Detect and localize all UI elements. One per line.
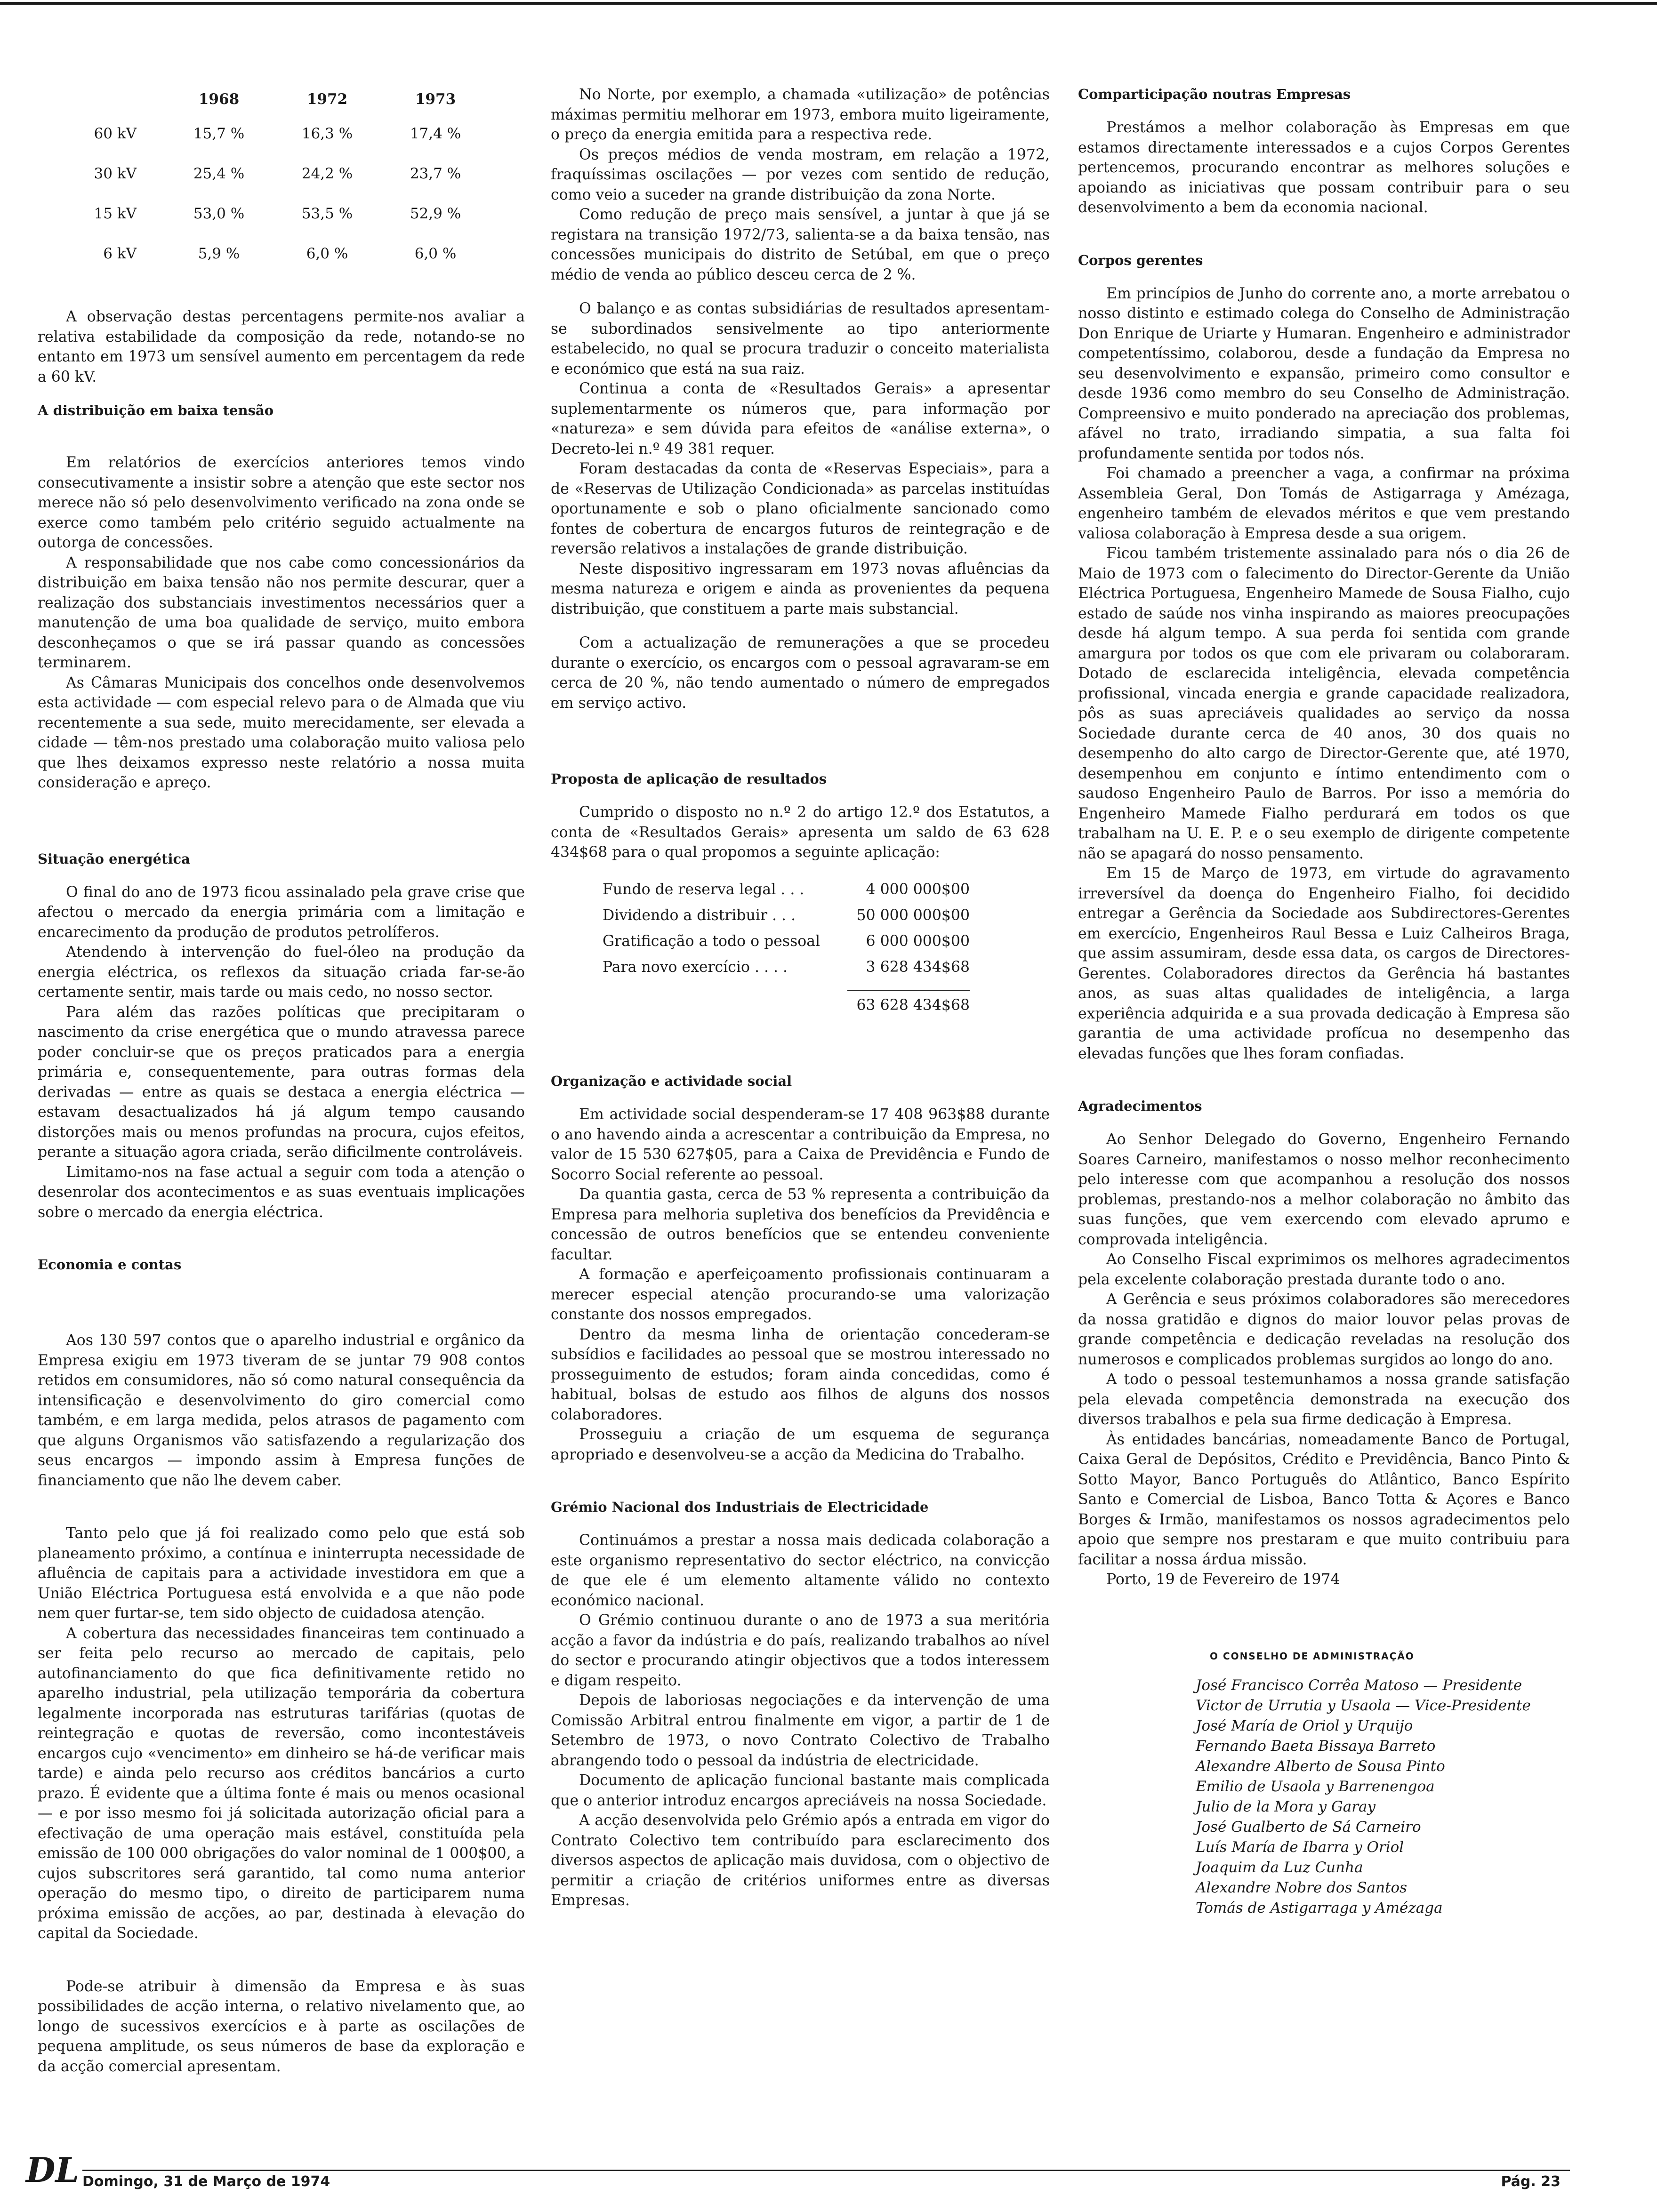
table-row bbox=[603, 929, 970, 954]
year-header: 1973 bbox=[415, 90, 456, 108]
council-member: Alexandre Nobre dos Santos bbox=[1196, 1879, 1408, 1896]
allocation-table bbox=[603, 877, 970, 980]
council-member: Alexandre Alberto de Sousa Pinto bbox=[1196, 1758, 1445, 1775]
place-date: Porto, 19 de Fevereiro de 1974 bbox=[1106, 1571, 1340, 1588]
allocation-item: Fundo de reserva legal . . . bbox=[603, 881, 804, 898]
paragraph: Atendendo à intervenção do fuel-óleo na produção da energia eléctrica, os reflexos da situação criada far-se-ão certamente sentir, mais tarde ou mais cedo, no nosso sector. bbox=[38, 944, 525, 1001]
paragraph: Ao Conselho Fiscal exprimimos os melhores agradecimentos pela excelente colaboração prestada durante todo o ano. bbox=[1078, 1251, 1570, 1288]
council-member: Emilio de Usaola y Barrenengoa bbox=[1196, 1778, 1435, 1795]
table-row bbox=[71, 154, 490, 194]
paragraph: Com a actualização de remunerações a que se procedeu durante o exercício, os encargos com o pessoal agravaram-se em cerca de 20 %, não tendo aumentado o número de empregados em serviço activo. bbox=[551, 634, 1050, 712]
paragraph: Em actividade social despenderam-se 17 408 963$88 durante o ano havendo ainda a acrescentar a contribuição da Empresa, no valor de 15 530 627$05, para a Caixa de Previdência e Fundo de Socorro Social referente ao pessoal. bbox=[551, 1106, 1050, 1183]
footer-rule bbox=[82, 2170, 1570, 2171]
paragraph: Continuámos a prestar a nossa mais dedicada colaboração a este organismo representativo do sector eléctrico, na convicção de que ele é um elemento altamente válido no contexto económico nacional. bbox=[551, 1532, 1050, 1609]
section-heading: Organização e actividade social bbox=[551, 1073, 792, 1089]
council-member: José Francisco Corrêa Matoso — Presidente bbox=[1196, 1677, 1522, 1694]
paragraph: Em relatórios de exercícios anteriores temos vindo consecutivamente a insistir sobre a atenção que este sector nos merece não só pelo desenvolvimento verificado na zona onde se exerce como também pelo critério seguido actualmente na outorga de concessões. bbox=[38, 454, 525, 551]
allocation-amount: 6 000 000$00 bbox=[866, 932, 970, 950]
table-cell: 53,5 % bbox=[301, 205, 353, 223]
voltage-label: 30 kV bbox=[94, 165, 137, 183]
paragraph: A cobertura das necessidades financeiras tem continuado a ser feita pelo recurso ao mercado de capitais, pelo autofinanciamento do que fica definitivamente retido no aparelho industrial, pela utilização temporária da cobertura legalmente incorporada nas estruturas tarifárias (quotas de reintegração e quotas de reversão, como incontestáveis encargos cujo «vencimento» em dinheiro se há-de verificar mais tarde) e ainda pelo recurso aos créditos bancários a curto prazo. É evidente que a última fonte é mais ou menos ocasional — e por isso mesmo foi já solicitada autorização oficial para a efectivação de uma operação mais estável, constituída pela emissão de 100 000 obrigações do valor nominal de 1 000$00, a cujos subscritores será garantido, tal como numa anterior operação do mesmo tipo, o direito de participarem numa próxima emissão de acções, ao par, destinada à elevação do capital da Sociedade. bbox=[38, 1625, 525, 1942]
allocation-item: Dividendo a distribuir . . . bbox=[603, 906, 796, 924]
council-member: Joaquim da Luz Cunha bbox=[1196, 1859, 1363, 1876]
paragraph: Como redução de preço mais sensível, a juntar à que já se registara na transição 1972/73, salienta-se a da baixa tensão, nas concessões municipais do distrito de Setúbal, em que o preço médio de venda ao público desceu cerca de 2 %. bbox=[551, 206, 1050, 283]
council-member: Luís María de Ibarra y Oriol bbox=[1196, 1839, 1404, 1856]
table-cell: 52,9 % bbox=[410, 205, 461, 223]
paragraph: Em princípios de Junho do corrente ano, a morte arrebatou o nosso distinto e estimado colega do Conselho de Administração Don Enrique de Uriarte y Humaran. Engenheiro e administrador competentíssimo, colaborou, desde a fundação da Empresa no seu desenvolvimento e expansão, primeiro como consultor e desde 1936 como membro do seu Conselho de Administração. Compreensivo e muito ponderado na apreciação dos problemas, afável no trato, irradiando simpatia, a sua falta foi profundamente sentida por todos nós. bbox=[1078, 285, 1570, 462]
council-members bbox=[1196, 1675, 1570, 1918]
table-cell: 5,9 % bbox=[198, 245, 240, 263]
paragraph: Foi chamado a preencher a vaga, a confirmar na próxima Assembleia Geral, Don Tomás de Astigarraga y Amézaga, engenheiro também de elevados méritos e que vem prestando valiosa colaboração à Empresa desde a sua origem. bbox=[1078, 465, 1570, 542]
paragraph: Ficou também tristemente assinalado para nós o dia 26 de Maio de 1973 com o falecimento do Director-Gerente da União Eléctrica Portuguesa, Engenheiro Mamede de Sousa Fialho, cujo estado de saúde nos vinha inspirando as maiores preocupações desde há algum tempo. A sua perda foi sentida com grande amargura por todos os que com ele privaram ou colaboraram. Dotado de esclarecida inteligência, elevada competência profissional, vincada energia e grande capacidade realizadora, pôs as suas apreciáveis qualidades ao serviço da nossa Sociedade durante cerca de 40 anos, 30 dos quais no desempenho do alto cargo de Director-Gerente que, até 1970, desempenhou em conjunto e íntimo entendimento com o saudoso Engenheiro Paulo de Barros. Por isso a memória do Engenheiro Mamede Fialho perdurará em todos os que trabalham na U. E. P. e o seu exemplo de dirigente competente não se apagará do nosso pensamento. bbox=[1078, 545, 1570, 862]
table-row bbox=[71, 114, 490, 154]
table-cell: 24,2 % bbox=[301, 165, 353, 183]
table-row bbox=[71, 234, 490, 274]
paragraph: Cumprido o disposto no n.º 2 do artigo 12.º dos Estatutos, a conta de «Resultados Gerais» apresenta um saldo de 63 628 434$68 para o qual propomos a seguinte aplicação: bbox=[551, 804, 1050, 861]
year-header: 1968 bbox=[198, 90, 240, 108]
table-cell: 23,7 % bbox=[410, 165, 461, 183]
paragraph: Ao Senhor Delegado do Governo, Engenheiro Fernando Soares Carneiro, manifestamos o nosso melhor reconhecimento pelo interesse com que acompanhou a resolução dos nossos problemas, prestando-nos a melhor colaboração no âmbito das suas funções, que vem exercendo com elevado aprumo e comprovada inteligência. bbox=[1078, 1131, 1570, 1248]
table-header-row bbox=[71, 85, 490, 114]
voltage-percentage-table bbox=[71, 85, 490, 274]
column-middle bbox=[551, 85, 1050, 1911]
paragraph: Neste dispositivo ingressaram em 1973 novas afluências da mesma natureza e origem e ainda as provenientes da pequena distribuição, que constituem a parte mais substancial. bbox=[551, 560, 1050, 617]
allocation-amount: 50 000 000$00 bbox=[856, 906, 970, 924]
table-row bbox=[71, 194, 490, 234]
council-member: José Gualberto de Sá Carneiro bbox=[1196, 1819, 1421, 1835]
table-row bbox=[603, 903, 970, 929]
allocation-total: 63 628 434$68 bbox=[847, 990, 970, 1016]
paragraph: O final do ano de 1973 ficou assinalado pela grave crise que afectou o mercado da energia primária com a limitação e encarecimento da produção de produtos petrolíferos. bbox=[38, 883, 525, 941]
council-member: José María de Oriol y Urquijo bbox=[1196, 1717, 1413, 1734]
page-number: Pág. 23 bbox=[1501, 2173, 1560, 2190]
paragraph: A Gerência e seus próximos colaboradores são merecedores da nossa gratidão e dignos do maior louvor pelas provas de grande competência e dedicação reveladas na resolução dos numerosos e complicados problemas surgidos ao longo do ano. bbox=[1078, 1291, 1570, 1368]
allocation-amount: 4 000 000$00 bbox=[866, 881, 970, 898]
voltage-label: 6 kV bbox=[103, 245, 137, 263]
paragraph: A responsabilidade que nos cabe como concessionários da distribuição em baixa tensão não nos permite descurar, quer a realização dos substanciais investimentos necessários quer a manutenção de uma boa qualidade de serviço, muito embora desconheçamos o que se irá passar quando as concessões terminarem. bbox=[38, 554, 525, 671]
paragraph: Aos 130 597 contos que o aparelho industrial e orgânico da Empresa exigiu em 1973 tiveram de se juntar 79 908 contos retidos em consumidores, não só como natural consequência da intensificação e desenvolvimento do giro comercial como também, e em larga medida, pelos atrasos de pagamento com que alguns Organismos vão satisfazendo a regularização dos seus encargos — impondo assim à Empresa funções de financiamento que não lhe devem caber. bbox=[38, 1332, 525, 1489]
newspaper-logo: DL bbox=[26, 2150, 80, 2190]
paragraph: Pode-se atribuir à dimensão da Empresa e às suas possibilidades de acção interna, o relativo nivelamento que, ao longo de sucessivos exercícios e à parte as oscilações de pequena amplitude, os seus números de base da exploração e da acção comercial apresentam. bbox=[38, 1978, 525, 2075]
table-cell: 16,3 % bbox=[301, 125, 353, 143]
table-row bbox=[603, 954, 970, 980]
allocation-item: Para novo exercício . . . . bbox=[603, 958, 788, 976]
council-member: Victor de Urrutia y Usaola — Vice-Presidente bbox=[1196, 1697, 1531, 1714]
paragraph: Os preços médios de venda mostram, em relação a 1972, fraquíssimas oscilações — por vezes com sentido de redução, como veio a suceder na grande distribuição da zona Norte. bbox=[551, 146, 1050, 203]
paragraph: Para além das razões políticas que precipitaram o nascimento da crise energética que o mundo atravessa parece poder concluir-se que os preços praticados para a energia primária e, consequentemente, para outras formas dela derivadas — entre as quais se destaca a energia eléctrica — estavam desactualizados há já algum tempo causando distorções mais ou menos profundas na procura, cujos efeitos, perante a situação agora criada, serão dificilmente controláveis. bbox=[38, 1003, 525, 1161]
paragraph: Prosseguiu a criação de um esquema de segurança apropriado e desenvolveu-se a acção da Medicina do Trabalho. bbox=[551, 1426, 1050, 1463]
section-heading: Economia e contas bbox=[38, 1257, 182, 1273]
section-heading: A distribuição em baixa tensão bbox=[38, 402, 274, 418]
paragraph: No Norte, por exemplo, a chamada «utilização» de potências máximas permitiu melhorar em 1973, embora muito ligeiramente, o preço da energia emitida para a respectiva rede. bbox=[551, 86, 1050, 143]
section-heading: Comparticipação noutras Empresas bbox=[1078, 86, 1351, 102]
section-heading: Situação energética bbox=[38, 850, 190, 867]
allocation-item: Gratificação a todo o pessoal bbox=[603, 932, 820, 950]
paragraph: Tanto pelo que já foi realizado como pelo que está sob planeamento próximo, a contínua e ininterrupta necessidade de afluência de capitais para a actividade investidora em que a União Eléctrica Portuguesa está envolvida e a que não pode nem quer furtar-se, tem sido objecto de cuidadosa atenção. bbox=[38, 1525, 525, 1622]
table-row bbox=[603, 877, 970, 903]
column-left bbox=[38, 85, 525, 2076]
paragraph: Dentro da mesma linha de orientação concederam-se subsídios e facilidades ao pessoal que se mostrou interessado no prosseguimento de estudos; foram ainda concedidas, como é habitual, bolsas de estudo aos filhos de alguns dos nossos colaboradores. bbox=[551, 1326, 1050, 1423]
paragraph: Prestámos a melhor colaboração às Empresas em que estamos directamente interessados e a cujos Corpos Gerentes pertencemos, procurando encontrar as melhores soluções e apoiando as iniciativas que possam contribuir para o seu desenvolvimento a bem da economia nacional. bbox=[1078, 119, 1570, 216]
footer-date: Domingo, 31 de Março de 1974 bbox=[82, 2173, 330, 2190]
table-cell: 6,0 % bbox=[414, 245, 457, 263]
paragraph: Em 15 de Março de 1973, em virtude do agravamento irreversível da doença do Engenheiro Fialho, foi decidido entregar a Gerência da Sociedade aos Subdirectores-Gerentes em exercício, Engenheiros Raul Bessa e Luiz Calheiros Braga, que assim assumiram, desde essa data, os cargos de Directores-Gerentes. Colaboradores directos da Gerência há bastantes anos, as suas altas qualidades de inteligência, a larga experiência adquirida e a sua provada dedicação à Empresa são garantia de uma actividade profícua no desempenho das elevadas funções que lhes foram confiadas. bbox=[1078, 865, 1570, 1062]
voltage-label: 15 kV bbox=[94, 205, 137, 223]
voltage-label: 60 kV bbox=[94, 125, 137, 143]
paragraph: Limitamo-nos na fase actual a seguir com toda a atenção o desenrolar dos acontecimentos e as suas eventuais implicações sobre o mercado da energia eléctrica. bbox=[38, 1163, 525, 1221]
paragraph: A acção desenvolvida pelo Grémio após a entrada em vigor do Contrato Colectivo tem contribuído para esclarecimento dos diversos aspectos de aplicação mais duvidosa, com o objectivo de permitir a criação de critérios uniformes entre as diversas Empresas. bbox=[551, 1812, 1050, 1909]
council-member: Fernando Baeta Bissaya Barreto bbox=[1196, 1738, 1436, 1755]
council-member: Julio de la Mora y Garay bbox=[1196, 1798, 1376, 1815]
table-cell: 17,4 % bbox=[410, 125, 461, 143]
section-heading: Proposta de aplicação de resultados bbox=[551, 771, 827, 787]
table-cell: 6,0 % bbox=[306, 245, 348, 263]
paragraph: Da quantia gasta, cerca de 53 % representa a contribuição da Empresa para melhoria supletiva dos benefícios da Previdência e concessão de outros benefícios que se entendeu conveniente facultar. bbox=[551, 1186, 1050, 1263]
council-title: O CONSELHO DE ADMINISTRAÇÃO bbox=[1210, 1650, 1415, 1662]
allocation-amount: 3 628 434$68 bbox=[866, 958, 970, 976]
paragraph: O balanço e as contas subsidiárias de resultados apresentam-se subordinados sensivelmente ao tipo anteriormente estabelecido, no qual se procura traduzir o conceito materialista e económico que está na sua raiz. bbox=[551, 300, 1050, 377]
paragraph: A todo o pessoal testemunhamos a nossa grande satisfação pela elevada competência demonstrada na execução dos diversos trabalhos e pela sua firme dedicação à Empresa. bbox=[1078, 1371, 1570, 1428]
year-header: 1972 bbox=[306, 90, 348, 108]
paragraph: Documento de aplicação funcional bastante mais complicada que o anterior introduz encargos apreciáveis na nossa Sociedade. bbox=[551, 1772, 1050, 1809]
paragraph: O Grémio continuou durante o ano de 1973 a sua meritória acção a favor da indústria e do país, realizando trabalhos ao nível do sector e procurando atingir objectivos que a todos interessem e digam respeito. bbox=[551, 1612, 1050, 1689]
table-cell: 15,7 % bbox=[193, 125, 245, 143]
paragraph: Foram destacadas da conta de «Reservas Especiais», para a de «Reservas de Utilização Condicionada» as parcelas instituídas oportunamente e sob o plano oficialmente sancionado como fontes de cobertura de encargos futuros de reintegração e de reversão relativos a instalações de grande distribuição. bbox=[551, 460, 1050, 557]
council-member: Tomás de Astigarraga y Amézaga bbox=[1196, 1899, 1443, 1916]
paragraph: Às entidades bancárias, nomeadamente Banco de Portugal, Caixa Geral de Depósitos, Crédito e Previdência, Banco Pinto & Sotto Mayor, Banco Português do Atlântico, Banco Espírito Santo e Comercial de Lisboa, Banco Totta & Açores e Banco Borges & Irmão, manifestamos os nossos agradecimentos pelo apoio que sempre nos prestaram e que muito contribuiu para facilitar a nossa árdua missão. bbox=[1078, 1431, 1570, 1568]
table-cell: 25,4 % bbox=[193, 165, 245, 183]
paragraph: Continua a conta de «Resultados Gerais» a apresentar suplementarmente os números que, para informação por «natureza» e sem dúvida para efeitos de «análise externa», o Decreto-lei n.º 49 381 requer. bbox=[551, 380, 1050, 457]
table-cell: 53,0 % bbox=[193, 205, 245, 223]
paragraph: A formação e aperfeiçoamento profissionais continuaram a merecer especial atenção procurando-se uma valorização constante dos nossos empregados. bbox=[551, 1266, 1050, 1323]
column-right bbox=[1078, 85, 1570, 1918]
top-rule bbox=[0, 2, 1657, 5]
paragraph: As Câmaras Municipais dos concelhos onde desenvolvemos esta actividade — com especial relevo para o de Almada que viu recentemente a sua sede, muito merecidamente, ser elevada a cidade — têm-nos prestado uma colaboração muito valiosa pelo que lhes deixamos expresso neste relatório a nossa muita consideração e apreço. bbox=[38, 674, 525, 791]
paragraph: A observação destas percentagens permite-nos avaliar a relativa estabilidade da composição da rede, notando-se no entanto em 1973 um sensível aumento em percentagem da rede a 60 kV. bbox=[38, 308, 525, 385]
section-heading: Agradecimentos bbox=[1078, 1098, 1202, 1114]
section-heading: Grémio Nacional dos Industriais de Electricidade bbox=[551, 1499, 929, 1515]
paragraph: Depois de laboriosas negociações e da intervenção de uma Comissão Arbitral entrou finalmente em vigor, a partir de 1 de Setembro de 1973, o novo Contrato Colectivo de Trabalho abrangendo todo o pessoal da indústria de electricidade. bbox=[551, 1692, 1050, 1769]
section-heading: Corpos gerentes bbox=[1078, 252, 1203, 268]
